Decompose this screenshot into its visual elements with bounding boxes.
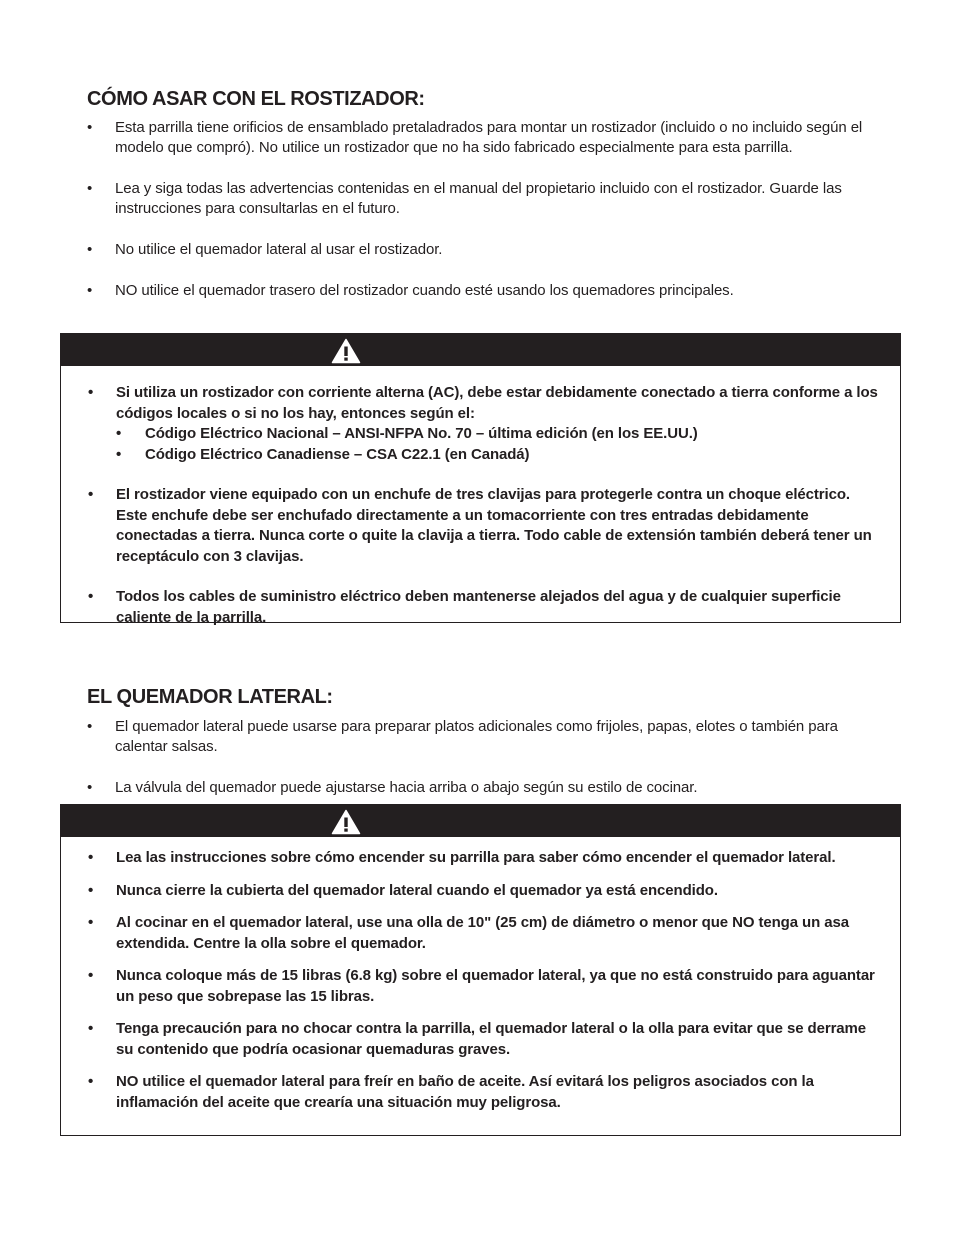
rotisserie-bullet-item [87,240,887,260]
side-burner-bullet-text: El quemador lateral puede usarse para preparar platos adicionales como frijoles, papas, elotes o también para calentar salsas. [115,718,838,755]
rotisserie-warning-box [60,333,901,626]
rotisserie-bullet-text: NO utilice el quemador trasero del rostizador cuando esté usando los quemadores principales. [115,282,734,299]
bullet-glyph: • [88,1020,94,1037]
bullet-glyph: • [88,588,94,605]
rotisserie-warning-list [88,383,878,628]
side-burner-warning-box [60,804,901,1136]
warning-item-text: Si utiliza un rostizador con corriente alterna (AC), debe estar debidamente conectado a tierra conforme a los códigos locales o si no los hay, entonces según el: [116,384,878,422]
warning-item-text: El rostizador viene equipado con un enchufe de tres clavijas para protegerle contra un choque eléctrico. Este enchufe debe ser enchufado directamente a un tomacorriente con tres entradas debidamente conectadas a tierra. Nunca corte o quite la clavija a tierra. Todo cable de extensión también deberá tener un receptáculo con 3 clavijas. [116,486,872,565]
warning-item [88,587,878,628]
warning-sub-list [116,424,878,465]
bullet-glyph: • [87,119,93,136]
warning-item [88,848,878,869]
warning-item-text: Al cocinar en el quemador lateral, use una olla de 10" (25 cm) de diámetro o menor que NO tenga un asa extendida. Centre la olla sobre el quemador. [116,914,849,952]
rotisserie-heading: CÓMO ASAR CON EL ROSTIZADOR: [87,88,425,110]
warning-sub-item [116,445,878,466]
warning-item-text: Todos los cables de suministro eléctrico deben mantenerse alejados del agua y de cualquier superficie caliente de la parrilla. [116,588,841,626]
side-burner-bullet-list [87,717,887,798]
bullet-glyph: • [116,425,122,442]
warning-bar [61,805,900,837]
side-burner-heading: EL QUEMADOR LATERAL: [87,686,333,708]
bullet-glyph: • [87,180,93,197]
bullet-glyph: • [88,849,94,866]
warning-item [88,383,878,465]
side-burner-bullet-item [87,717,887,757]
warning-triangle-icon [331,809,361,835]
warning-item [88,913,878,954]
bullet-glyph: • [88,881,94,899]
bullet-glyph: • [87,241,93,258]
rotisserie-bullet-item [87,179,887,219]
warning-item [88,1019,878,1060]
bullet-glyph: • [88,384,94,401]
rotisserie-bullet-item [87,118,887,158]
warning-item-text: Tenga precaución para no chocar contra la parrilla, el quemador lateral o la olla para evitar que se derrame su contenido que podría ocasionar quemaduras graves. [116,1020,867,1058]
bullet-glyph: • [87,282,93,299]
warning-item-text: Lea las instrucciones sobre cómo encender su parrilla para saber cómo encender el quemador lateral. [116,849,836,866]
bullet-glyph: • [87,718,93,735]
side-burner-bullet-text: La válvula del quemador puede ajustarse hacia arriba o abajo según su estilo de cocinar. [115,779,698,796]
bullet-glyph: • [87,779,93,796]
warning-bar [61,334,900,366]
side-burner-warning-list [88,848,878,1113]
warning-item [88,485,878,567]
rotisserie-bullet-text: Esta parrilla tiene orificios de ensamblado pretaladrados para montar un rostizador (incluido o no incluido según el modelo que compró). No utilice un rostizador que no ha sido fabricado especialmente para esta parrilla. [115,119,863,156]
warning-item-text: Nunca cierre la cubierta del quemador lateral cuando el quemador ya está encendido. [116,881,718,899]
warning-item [88,1072,878,1113]
warning-item-text: NO utilice el quemador lateral para freír en baño de aceite. Así evitará los peligros asociados con la inflamación del aceite que crearía una situación muy peligrosa. [116,1073,814,1111]
warning-item [88,966,878,1007]
rotisserie-bullet-list [87,118,887,301]
warning-triangle-icon [331,338,361,364]
warning-item [88,881,878,902]
side-burner-bullet-item [87,778,887,798]
warning-sub-item-text: Código Eléctrico Nacional – ANSI-NFPA No. 70 – última edición (en los EE.UU.) [145,425,698,442]
warning-item-text: Nunca coloque más de 15 libras (6.8 kg) sobre el quemador lateral, ya que no está construido para aguantar un peso que sobrepase las 15 libras. [116,967,875,1005]
bullet-glyph: • [88,1073,94,1090]
bullet-glyph: • [88,967,94,984]
warning-sub-item-text: Código Eléctrico Canadiense – CSA C22.1 (en Canadá) [145,445,530,463]
bullet-glyph: • [116,445,122,463]
rotisserie-bullet-text: Lea y siga todas las advertencias contenidas en el manual del propietario incluido con el rostizador. Guarde las instrucciones para consultarlas en el futuro. [115,180,842,217]
bullet-glyph: • [88,914,94,931]
rotisserie-bullet-item [87,281,887,301]
bullet-glyph: • [88,486,94,503]
warning-sub-item [116,424,878,445]
rotisserie-bullet-text: No utilice el quemador lateral al usar el rostizador. [115,241,443,258]
